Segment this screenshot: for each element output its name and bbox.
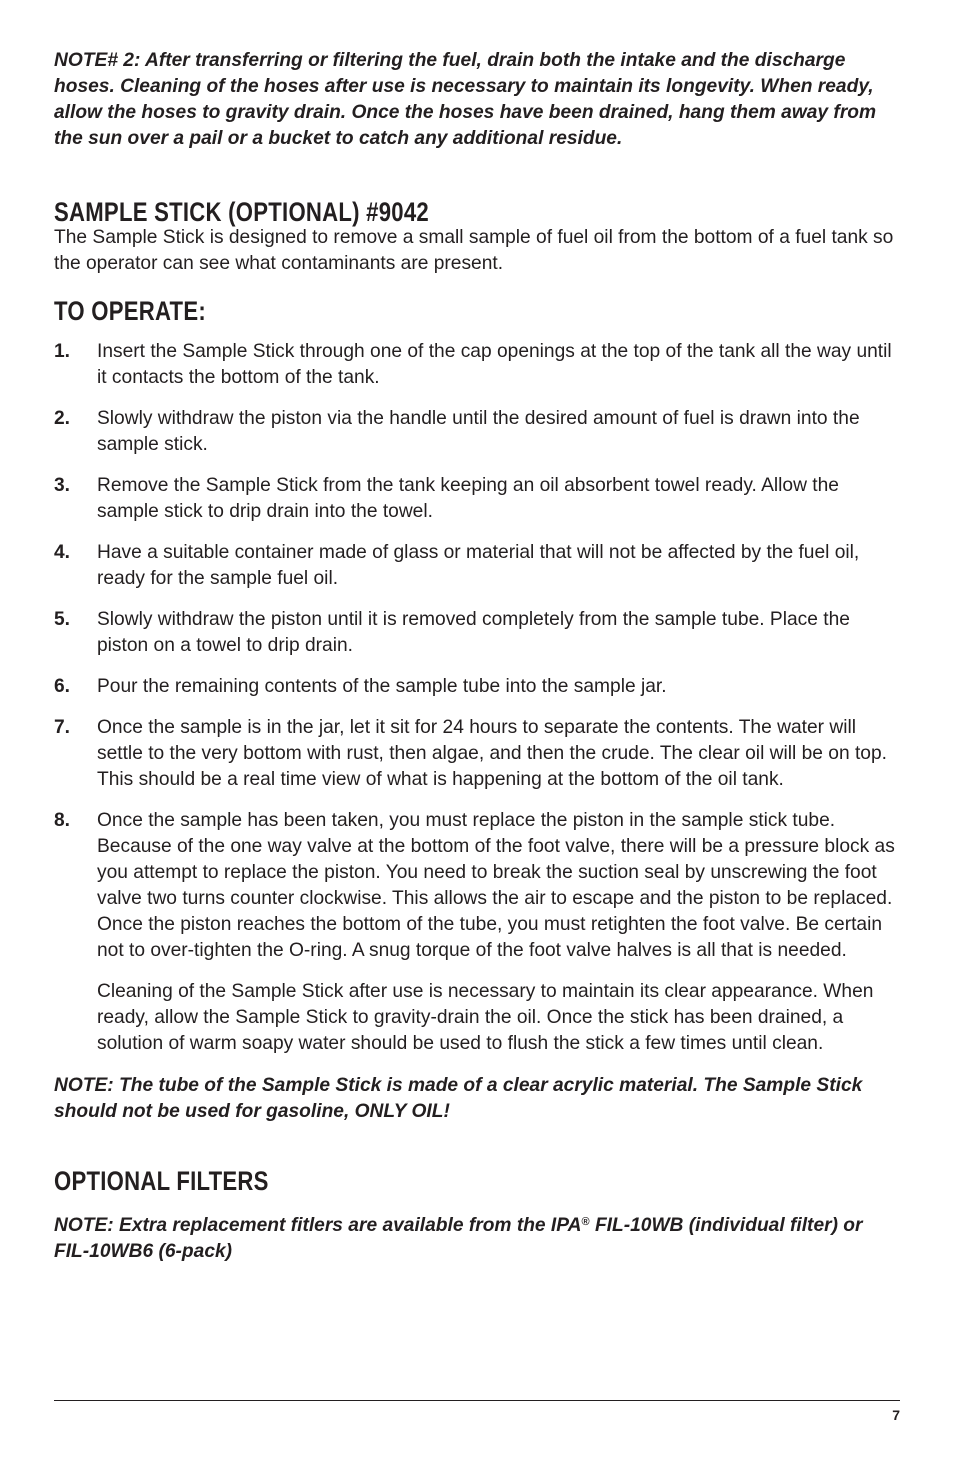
step-text: Once the sample has been taken, you must replace the piston in the sample stick tube. Because of the one way valve at the bottom of the foot valve, there will be a pressure block as you attempt to replace the piston. You need to break the suction seal by unscrewing the foot valve two turns counter clockwise. This allows the air to escape and the piston to be replaced. Once the piston reaches the bottom of the tube, you must retighten the foot valve. Be certain not to over-tighten the O-ring. A snug torque of the foot valve halves is all that is needed. [97, 810, 895, 961]
step-text: Have a suitable container made of glass or material that will not be affected by the fuel oil, ready for the sample fuel oil. [97, 542, 860, 589]
step-item [54, 473, 902, 525]
step-text: Insert the Sample Stick through one of the cap openings at the top of the tank all the way until it contacts the bottom of the tank. [97, 341, 892, 388]
step-number: 1. [54, 341, 71, 362]
cleaning-paragraph: Cleaning of the Sample Stick after use is necessary to maintain its clear appearance. When ready, allow the Sample Stick to gravity-drain the oil. Once the stick has been drained, a solution of warm soapy water should be used to flush the stick a few times until clean. [97, 981, 874, 1054]
note-hoses-draining: NOTE# 2: After transferring or filtering the fuel, drain both the intake and the discharge hoses. Cleaning of the hoses after use is necessary to maintain its longevity. When ready, allow the hoses to gravity drain. Once the hoses have been drained, hang them away from the sun over a pail or a bucket to catch any additional residue. [54, 50, 877, 149]
step-number: 5. [54, 609, 71, 630]
acrylic-tube-note: NOTE: The tube of the Sample Stick is made of a clear acrylic material. The Sample Stick should not be used for gasoline, ONLY OIL! [54, 1075, 863, 1122]
step-item [54, 339, 902, 391]
filters-note-lead: NOTE: Extra replacement fitlers are available from the IPA [54, 1215, 582, 1236]
step-number: 2. [54, 408, 71, 429]
step-item [54, 808, 902, 964]
step-item [54, 406, 902, 458]
page-number: 7 [892, 1407, 900, 1423]
filters-note-tail: FIL-10WB (individual filter) or FIL-10WB6 (6-pack) [54, 1215, 863, 1262]
footer-divider [54, 1400, 900, 1401]
step-number: 6. [54, 676, 71, 697]
sample-stick-intro: The Sample Stick is designed to remove a small sample of fuel oil from the bottom of a fuel tank so the operator can see what contaminants are present. [54, 227, 894, 274]
replacement-filters-note [54, 1209, 902, 1265]
sample-stick-heading: SAMPLE STICK (OPTIONAL) #9042 [54, 197, 429, 227]
step-number: 4. [54, 542, 71, 563]
step-item [54, 674, 902, 700]
step-text: Slowly withdraw the piston until it is removed completely from the sample tube. Place the piston on a towel to drip drain. [97, 609, 850, 656]
step-text: Remove the Sample Stick from the tank keeping an oil absorbent towel ready. Allow the sample stick to drip drain into the towel. [97, 475, 839, 522]
step-number: 3. [54, 475, 71, 496]
step-text: Once the sample is in the jar, let it sit for 24 hours to separate the contents. The water will settle to the very bottom with rust, then algae, and then the crude. The clear oil will be on top. This should be a real time view of what is happening at the bottom of the oil tank. [97, 717, 887, 790]
registered-mark: ® [581, 1216, 590, 1228]
to-operate-heading: TO OPERATE: [54, 296, 206, 326]
optional-filters-heading: OPTIONAL FILTERS [54, 1166, 269, 1196]
step-item [54, 607, 902, 659]
manual-page [54, 48, 902, 1265]
step-item [54, 540, 902, 592]
step-number: 8. [54, 810, 71, 831]
step-item [54, 715, 902, 793]
step-text: Pour the remaining contents of the sample tube into the sample jar. [97, 676, 667, 697]
step-text: Slowly withdraw the piston via the handle until the desired amount of fuel is drawn into the sample stick. [97, 408, 860, 455]
operating-steps-list [54, 339, 902, 964]
step-number: 7. [54, 717, 71, 738]
